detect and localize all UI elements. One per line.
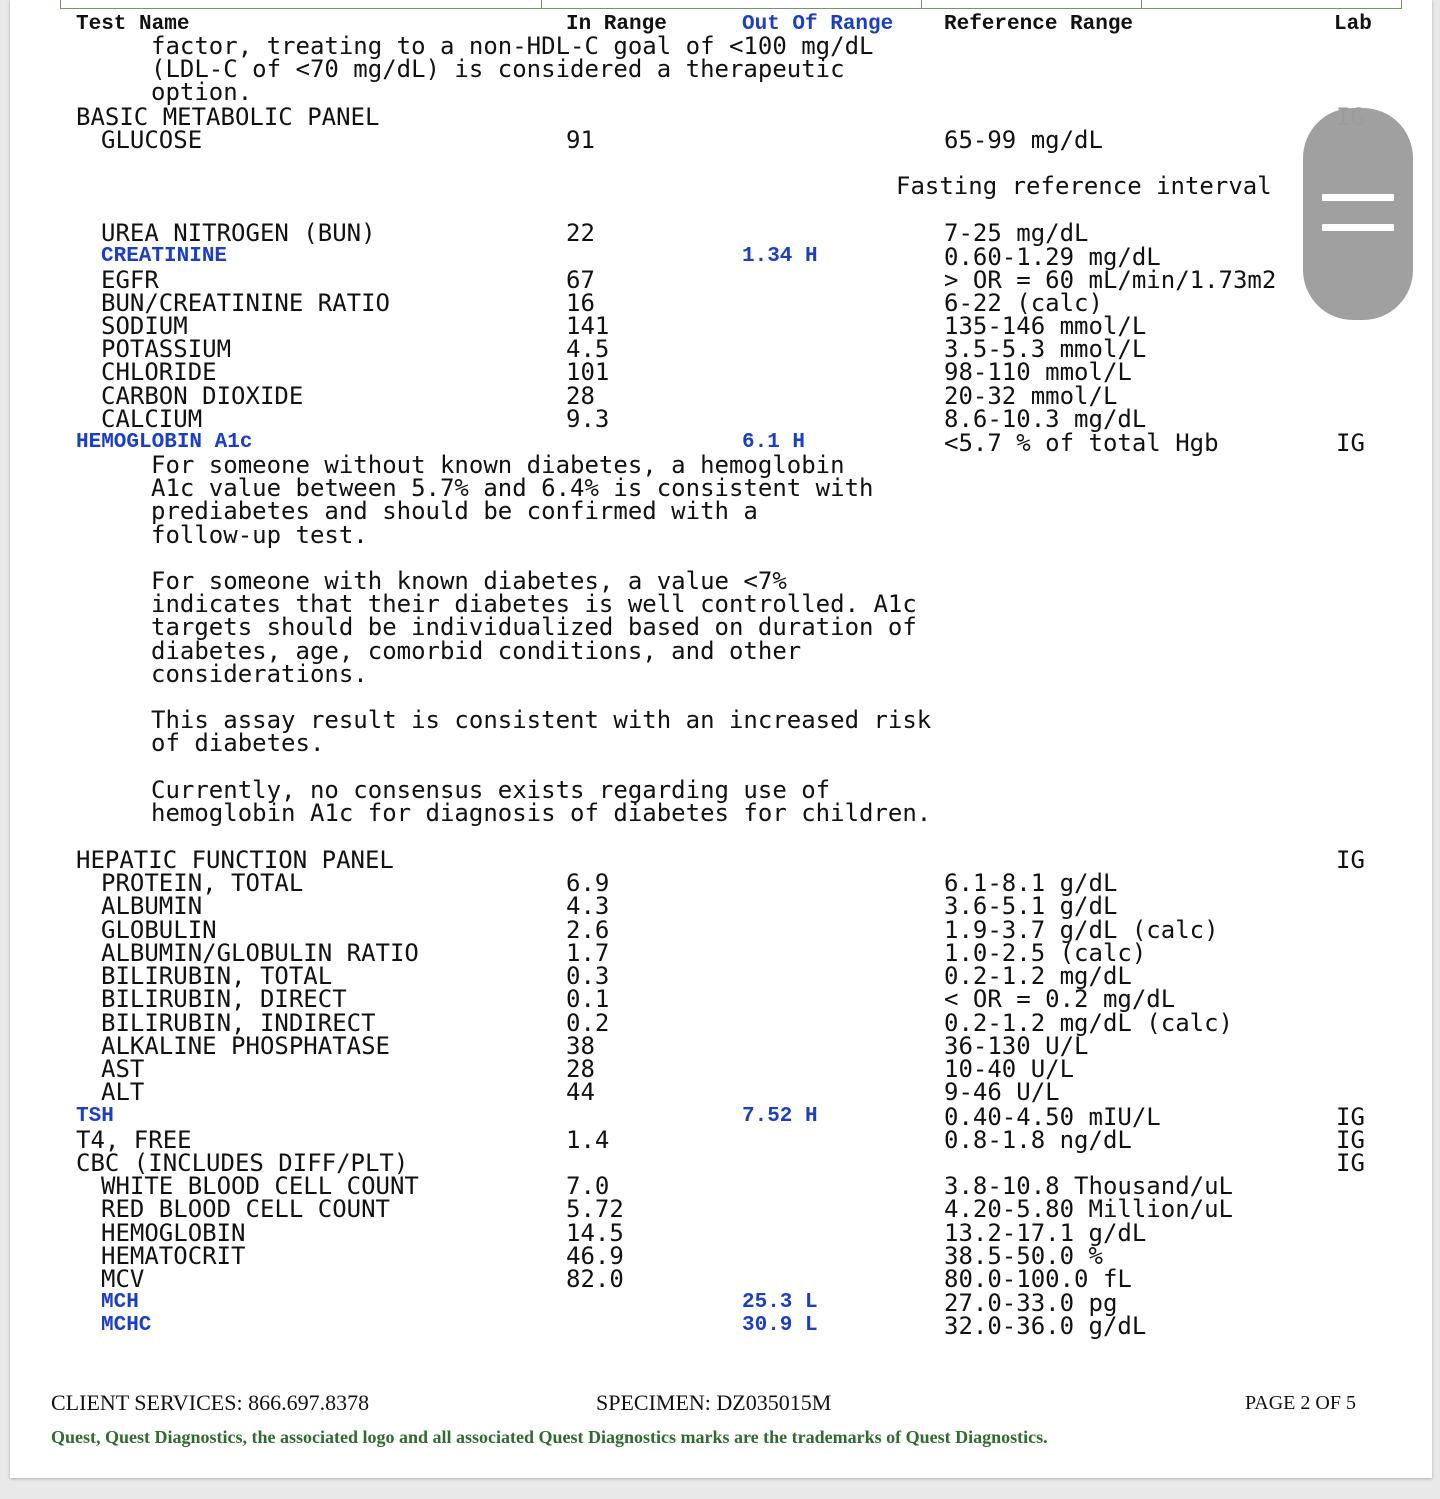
t4-value: 1.4 bbox=[566, 1126, 610, 1154]
test-flag-value: 1.34 H bbox=[742, 245, 818, 268]
a1c-name: HEMOGLOBIN A1c bbox=[76, 431, 253, 454]
test-ref: 38.5-50.0 % bbox=[944, 1242, 1103, 1270]
tsh-flag-value: 7.52 H bbox=[742, 1105, 818, 1128]
test-ref: 98-110 mmol/L bbox=[944, 358, 1132, 386]
t4-name: T4, FREE bbox=[76, 1126, 192, 1154]
trademark-notice: Quest, Quest Diagnostics, the associated logo and all associated Quest Diagnostics marks are the trademarks of Quest Diagnostics. bbox=[51, 1427, 1048, 1447]
test-flag-value: 25.3 L bbox=[742, 1291, 818, 1314]
test-name: BUN/CREATININE RATIO bbox=[101, 289, 390, 317]
a1c-flag-value: 6.1 H bbox=[742, 431, 806, 454]
a1c-note-line: follow-up test. bbox=[151, 521, 368, 549]
test-name: ALBUMIN bbox=[101, 892, 203, 920]
test-name: SODIUM bbox=[101, 312, 188, 340]
test-name: GLOBULIN bbox=[101, 916, 217, 944]
a1c-note-line: For someone with known diabetes, a value <7% bbox=[151, 567, 787, 595]
test-name: POTASSIUM bbox=[101, 335, 232, 363]
test-value: 2.6 bbox=[566, 916, 610, 944]
lipid-note-line: option. bbox=[151, 78, 253, 106]
test-name: EGFR bbox=[101, 266, 159, 294]
test-ref: > OR = 60 mL/min/1.73m2 bbox=[944, 266, 1277, 294]
a1c-note-line: targets should be individualized based on duration of bbox=[151, 613, 917, 641]
a1c-note-line: This assay result is consistent with an increased risk bbox=[151, 706, 932, 734]
test-name: MCV bbox=[101, 1265, 145, 1293]
test-name-flagged: MCHC bbox=[101, 1314, 152, 1337]
test-ref: 20-32 mmol/L bbox=[944, 382, 1118, 410]
test-ref: 6.1-8.1 g/dL bbox=[944, 869, 1118, 897]
a1c-note-line: A1c value between 5.7% and 6.4% is consistent with bbox=[151, 474, 874, 502]
a1c-note-line: indicates that their diabetes is well controlled. A1c bbox=[151, 590, 917, 618]
header-test-name: Test Name bbox=[76, 13, 190, 36]
column-divider bbox=[1141, 0, 1142, 8]
a1c-note-line: Currently, no consensus exists regarding use of bbox=[151, 776, 831, 804]
test-name-flagged: MCH bbox=[101, 1291, 139, 1314]
test-value: 82.0 bbox=[566, 1265, 624, 1293]
test-name: BILIRUBIN, INDIRECT bbox=[101, 1009, 376, 1037]
test-value: 0.1 bbox=[566, 985, 610, 1013]
test-ref: 32.0-36.0 g/dL bbox=[944, 1312, 1147, 1340]
glucose-ref: 65-99 mg/dL bbox=[944, 126, 1103, 154]
test-value: 6.9 bbox=[566, 869, 610, 897]
test-ref: 0.2-1.2 mg/dL (calc) bbox=[944, 1009, 1233, 1037]
t4-ref: 0.8-1.8 ng/dL bbox=[944, 1126, 1132, 1154]
test-value: 28 bbox=[566, 382, 595, 410]
page-number: PAGE 2 OF 5 bbox=[1245, 1392, 1356, 1414]
test-name: CALCIUM bbox=[101, 405, 203, 433]
cbc-title: CBC (INCLUDES DIFF/PLT) bbox=[76, 1149, 409, 1177]
test-ref: 135-146 mmol/L bbox=[944, 312, 1147, 340]
a1c-ref: <5.7 % of total Hgb bbox=[944, 429, 1219, 457]
header-reference-range: Reference Range bbox=[944, 13, 1134, 36]
test-name: ALT bbox=[101, 1078, 145, 1106]
test-value: 4.3 bbox=[566, 892, 610, 920]
test-ref: 27.0-33.0 pg bbox=[944, 1289, 1118, 1317]
column-divider bbox=[541, 0, 542, 8]
test-ref: 8.6-10.3 mg/dL bbox=[944, 405, 1147, 433]
test-ref: 10-40 U/L bbox=[944, 1055, 1075, 1083]
test-name: BILIRUBIN, TOTAL bbox=[101, 962, 333, 990]
test-value: 22 bbox=[566, 219, 595, 247]
test-ref: 13.2-17.1 g/dL bbox=[944, 1219, 1147, 1247]
test-ref: 3.8-10.8 Thousand/uL bbox=[944, 1172, 1233, 1200]
test-name: WHITE BLOOD CELL COUNT bbox=[101, 1172, 419, 1200]
cbc-lab: IG bbox=[1336, 1149, 1365, 1177]
test-value: 1.7 bbox=[566, 939, 610, 967]
test-value: 101 bbox=[566, 358, 610, 386]
a1c-note-line: For someone without known diabetes, a hemoglobin bbox=[151, 451, 845, 479]
test-value: 141 bbox=[566, 312, 610, 340]
client-services: CLIENT SERVICES: 866.697.8378 bbox=[51, 1390, 370, 1415]
a1c-note-line: of diabetes. bbox=[151, 729, 325, 757]
test-name: PROTEIN, TOTAL bbox=[101, 869, 304, 897]
test-ref: 36-130 U/L bbox=[944, 1032, 1089, 1060]
test-ref: 1.9-3.7 g/dL (calc) bbox=[944, 916, 1219, 944]
test-value: 28 bbox=[566, 1055, 595, 1083]
bmp-title: BASIC METABOLIC PANEL bbox=[76, 103, 380, 131]
glucose-note: Fasting reference interval bbox=[896, 172, 1272, 200]
test-value: 38 bbox=[566, 1032, 595, 1060]
test-value: 0.2 bbox=[566, 1009, 610, 1037]
a1c-note-line: considerations. bbox=[151, 660, 368, 688]
test-name: ALBUMIN/GLOBULIN RATIO bbox=[101, 939, 419, 967]
scroll-handle[interactable] bbox=[1303, 108, 1413, 320]
test-value: 67 bbox=[566, 266, 595, 294]
column-divider bbox=[921, 0, 922, 8]
test-ref: 6-22 (calc) bbox=[944, 289, 1103, 317]
test-name-flagged: CREATININE bbox=[101, 245, 228, 268]
test-name: CHLORIDE bbox=[101, 358, 217, 386]
tsh-name: TSH bbox=[76, 1105, 114, 1128]
test-flag-value: 30.9 L bbox=[742, 1314, 818, 1337]
test-value: 0.3 bbox=[566, 962, 610, 990]
a1c-note-line: diabetes, age, comorbid conditions, and other bbox=[151, 637, 802, 665]
header-in-range: In Range bbox=[566, 13, 667, 36]
test-ref: 9-46 U/L bbox=[944, 1078, 1060, 1106]
a1c-lab: IG bbox=[1336, 429, 1365, 457]
test-ref: 0.60-1.29 mg/dL bbox=[944, 243, 1161, 271]
test-ref: 80.0-100.0 fL bbox=[944, 1265, 1132, 1293]
test-ref: 0.2-1.2 mg/dL bbox=[944, 962, 1132, 990]
test-name: BILIRUBIN, DIRECT bbox=[101, 985, 347, 1013]
test-value: 5.72 bbox=[566, 1195, 624, 1223]
a1c-note-line: hemoglobin A1c for diagnosis of diabetes for children. bbox=[151, 799, 932, 827]
test-value: 14.5 bbox=[566, 1219, 624, 1247]
test-ref: 3.6-5.1 g/dL bbox=[944, 892, 1118, 920]
test-name: RED BLOOD CELL COUNT bbox=[101, 1195, 390, 1223]
header-out-of-range: Out Of Range bbox=[742, 13, 894, 36]
test-name: ALKALINE PHOSPHATASE bbox=[101, 1032, 390, 1060]
hepatic-title: HEPATIC FUNCTION PANEL bbox=[76, 846, 394, 874]
grip-line-icon bbox=[1322, 194, 1394, 201]
test-name: CARBON DIOXIDE bbox=[101, 382, 304, 410]
specimen-id: SPECIMEN: DZ035015M bbox=[596, 1390, 832, 1415]
a1c-note-line: prediabetes and should be confirmed with a bbox=[151, 497, 758, 525]
test-value: 7.0 bbox=[566, 1172, 610, 1200]
test-ref: 4.20-5.80 Million/uL bbox=[944, 1195, 1233, 1223]
lipid-note-line: factor, treating to a non-HDL-C goal of <100 mg/dL bbox=[151, 32, 874, 60]
header-table-rule bbox=[60, 0, 1402, 9]
test-value: 46.9 bbox=[566, 1242, 624, 1270]
test-ref: 7-25 mg/dL bbox=[944, 219, 1089, 247]
test-ref: < OR = 0.2 mg/dL bbox=[944, 985, 1176, 1013]
hepatic-lab: IG bbox=[1336, 846, 1365, 874]
test-ref: 3.5-5.3 mmol/L bbox=[944, 335, 1147, 363]
lab-report-page bbox=[10, 0, 1432, 1478]
tsh-lab: IG bbox=[1336, 1103, 1365, 1131]
test-value: 16 bbox=[566, 289, 595, 317]
test-name: UREA NITROGEN (BUN) bbox=[101, 219, 376, 247]
lipid-note-line: (LDL-C of <70 mg/dL) is considered a therapeutic bbox=[151, 55, 845, 83]
grip-line-icon bbox=[1322, 224, 1394, 231]
t4-lab: IG bbox=[1336, 1126, 1365, 1154]
test-value: 4.5 bbox=[566, 335, 610, 363]
test-name: AST bbox=[101, 1055, 145, 1083]
tsh-ref: 0.40-4.50 mIU/L bbox=[944, 1103, 1161, 1131]
glucose-name: GLUCOSE bbox=[101, 126, 203, 154]
test-ref: 1.0-2.5 (calc) bbox=[944, 939, 1147, 967]
test-name: HEMOGLOBIN bbox=[101, 1219, 246, 1247]
test-value: 9.3 bbox=[566, 405, 610, 433]
glucose-value: 91 bbox=[566, 126, 595, 154]
test-name: HEMATOCRIT bbox=[101, 1242, 246, 1270]
test-value: 44 bbox=[566, 1078, 595, 1106]
header-lab: Lab bbox=[1334, 13, 1372, 36]
